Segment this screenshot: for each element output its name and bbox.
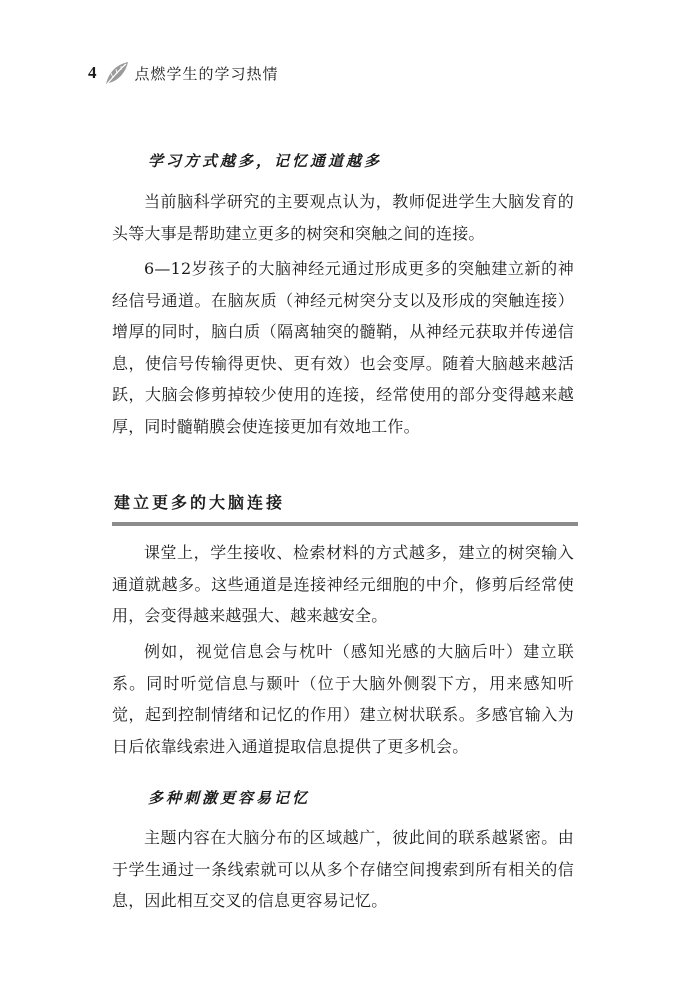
paragraph: 6—12岁孩子的大脑神经元通过形成更多的突触建立新的神经信号通道。在脑灰质（神经元树突分支以及形成的突触连接）增厚的同时，脑白质（隔离轴突的髓鞘，从神经元获取并传递信息，使信号传输得更快、更有效）也会变厚。随着大脑越来越活跃，大脑会修剪掉较少使用的连接，经常使用的部分变得越来越厚，同时髓鞘膜会使连接更加有效地工作。 (112, 259, 574, 436)
running-header (88, 58, 279, 88)
leaf-icon (103, 59, 131, 87)
paragraph: 课堂上，学生接收、检索材料的方式越多，建立的树突输入通道就越多。这些通道是连接神经元细胞的中介，修剪后经常使用，会变得越来越强大、越来越安全。 (112, 543, 574, 625)
paragraph: 当前脑科学研究的主要观点认为，教师促进学生大脑发育的头等大事是帮助建立更多的树突和突触之间的连接。 (112, 192, 574, 243)
paragraph: 例如，视觉信息会与枕叶（感知光感的大脑后叶）建立联系。同时听觉信息与颞叶（位于大脑外侧裂下方，用来感知听觉，起到控制情绪和记忆的作用）建立树状联系。多感官输入为日后依靠线索进入通道提取信息提供了更多机会。 (112, 642, 574, 756)
section-heading-brain-connections (112, 490, 578, 526)
section-heading-text: 建立更多的大脑连接 (114, 493, 286, 512)
paragraph: 主题内容在大脑分布的区域越广，彼此间的联系越紧密。由于学生通过一条线索就可以从多个存储空间搜索到所有相关的信息，因此相互交叉的信息更容易记忆。 (112, 828, 574, 910)
heading-rule (112, 522, 578, 526)
subheading-learning-methods: 学习方式越多，记忆通道越多 (148, 152, 383, 170)
subheading-multiple-stimuli: 多种刺激更容易记忆 (148, 789, 311, 807)
page-number: 4 (88, 63, 97, 82)
running-title: 点燃学生的学习热情 (134, 64, 279, 83)
